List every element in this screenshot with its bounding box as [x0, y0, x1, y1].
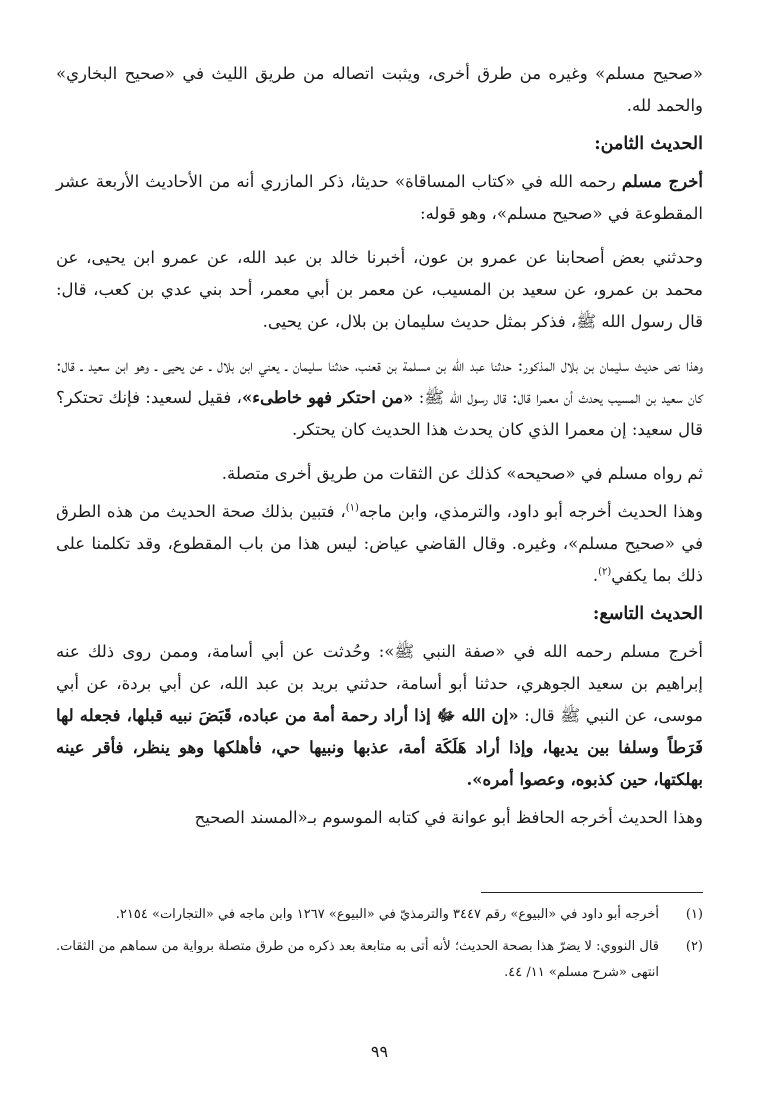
paragraph-sulayman-text [56, 350, 703, 446]
heading-hadith-ninth: الحديث التاسع: [592, 604, 703, 624]
heading-hadith-eighth: الحديث الثامن: [594, 134, 703, 154]
paragraph-takhrij [56, 496, 703, 592]
takhrij-text-b: ، فتبين بذلك صحة الحديث من هذه الطرق في «صحيح مسلم»، وغيره. وقال القاضي عياض: ليس هذا من باب المقطوع، وقد تكلمنا على ذلك بما يكفي [56, 502, 703, 585]
paragraph-muslim-narration: ثم رواه مسلم في «صحيحه» كذلك عن الثقات من طريق أخرى متصلة. [221, 464, 703, 483]
footnote-text: قال النووي: لا يضرّ هذا بصحة الحديث؛ لأنه أتى به متابعة بعد ذكره من طرق متصلة برواية من سماهم من الثقات. انتهى «شرح مسلم» ١١/ ٤٤. [56, 939, 659, 980]
takhrij-text-c: . [592, 566, 599, 585]
eighth-intro-text: رحمه الله في «كتاب المساقاة» حديثا، ذكر المازري أنه من الأحاديث الأربعة عشر المقطوعة في «صحيح مسلم»، وهو قوله: [56, 172, 703, 223]
ninth-text-a: أخرج مسلم رحمه الله في «صفة النبي ﷺ»: وحُدثت عن أبي أسامة، وممن روى ذلك عنه إبراهيم بن سعيد الجوهري، حدثنا أبو أسامة، حدثني بريد بن عبد الله، عن أبي بردة، عن أبي موسى، عن النبي ﷺ قال: [56, 642, 704, 725]
paragraph-eighth-intro [56, 166, 703, 230]
footnote-ref-1: (١) [345, 502, 359, 514]
sulayman-text-a: وهذا نص حديث سليمان بن بلال المذكور: حدثنا عبد الله بن مسلمة بن قعنب، حدثنا سليمان ـ يعني ابن بلال ـ عن يحيى ـ وهو ابن سعيد ـ قال: كان سعيد بن المسيب يحدث أن معمرا قال: قال رسول الله ﷺ: [56, 356, 704, 407]
footnote-1 [56, 902, 703, 928]
footnote-2 [56, 934, 703, 986]
hadith-quote-ihtikar: «من احتكر فهو خاطىء» [241, 388, 414, 407]
footnote-separator [481, 892, 703, 893]
takhrij-text-a: وهذا الحديث أخرجه أبو داود، والترمذي، وابن ماجه [358, 502, 703, 521]
paragraph-continuation: «صحيح مسلم» وغيره من طرق أخرى، ويثبت اتصاله من طريق الليث في «صحيح البخاري» والحمد لله. [56, 64, 703, 115]
sulayman-text-b: ، فقيل لسعيد: فإنك تحتكر؟ قال سعيد: إن معمرا الذي كان يحدث هذا الحديث كان يحتكر. [56, 388, 703, 439]
page-number: ٩٩ [370, 1042, 389, 1061]
footnote-text: أخرجه أبو داود في «البيوع» رقم ٣٤٤٧ والترمذيّ في «البيوع» ١٢٦٧ وابن ماجه في «التجارات» ٢١٥٤. [115, 907, 659, 922]
paragraph-isnad: وحدثني بعض أصحابنا عن عمرو بن عون، أخبرنا خالد بن عبد الله، عن عمرو ابن يحيى، عن محمد بن عمرو، عن سعيد بن المسيب، عن معمر بن أبي معمر، أحد بني عدي بن كعب، قال: قال رسول الله ﷺ، فذكر بمثل حديث سليمان بن بلال، عن يحيى. [56, 248, 703, 331]
footnotes [56, 902, 703, 992]
footnote-number: (٢) [685, 939, 703, 954]
footnote-number: (١) [685, 907, 703, 922]
paragraph-abu-awana: وهذا الحديث أخرجه الحافظ أبو عوانة في كتابه الموسوم بـ«المسند الصحيح [194, 808, 703, 827]
eighth-intro-bold: أخرج مسلم [621, 172, 703, 191]
hadith-quote-rahma: «إن الله ﷻ إذا أراد رحمة أمة من عباده، قَبَضَ نبيه قبلها، فجعله لها فَرَطاً وسلفا بين يديها، وإذا أراد هَلَكَة أمة، عذبها ونبيها حي، فأهلكها وهو ينظر، فأقر عينه بهلكتها، حين كذبوه، وعصوا أمره». [56, 706, 703, 789]
footnote-ref-2: (٢) [598, 566, 612, 578]
paragraph-ninth [56, 636, 703, 796]
